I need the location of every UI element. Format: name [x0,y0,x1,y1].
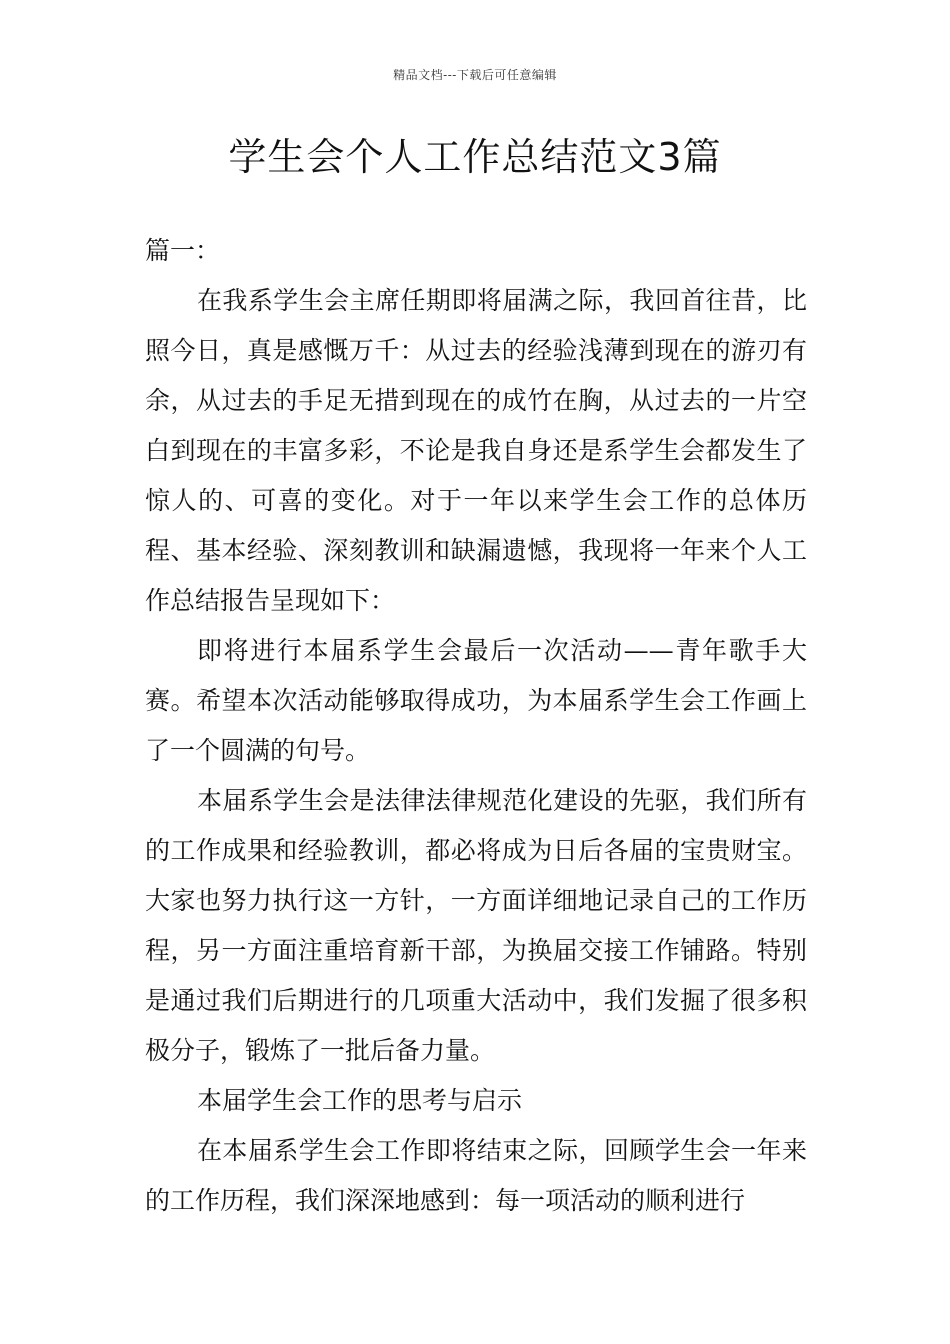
paragraph: 在本届系学生会工作即将结束之际，回顾学生会一年来的工作历程，我们深深地感到：每一项活动的顺利进行 [145,1136,807,1215]
subheading: 本届学生会工作的思考与启示 [197,1086,523,1115]
header-note: 精品文档---下载后可任意编辑 [393,68,557,82]
paragraph: 本届系学生会是法律法律规范化建设的先驱，我们所有的工作成果和经验教训，都必将成为日后各届的宝贵财宝。大家也努力执行这一方针，一方面详细地记录自己的工作历程，另一方面注重培育新干部，为换届交接工作铺路。特别是通过我们后期进行的几项重大活动中，我们发掘了很多积极分子，锻炼了一批后备力量。 [145,786,807,1065]
document-body [145,226,807,1226]
section-label: 篇一： [145,236,221,265]
paragraph: 即将进行本届系学生会最后一次活动——青年歌手大赛。希望本次活动能够取得成功，为本届系学生会工作画上了一个圆满的句号。 [145,636,807,765]
document-title: 学生会个人工作总结范文3篇 [228,135,722,179]
paragraph: 在我系学生会主席任期即将届满之际，我回首往昔，比照今日，真是感慨万千：从过去的经验浅薄到现在的游刃有余，从过去的手足无措到现在的成竹在胸，从过去的一片空白到现在的丰富多彩，不论是我自身还是系学生会都发生了惊人的、可喜的变化。对于一年以来学生会工作的总体历程、基本经验、深刻教训和缺漏遗憾，我现将一年来个人工作总结报告呈现如下： [145,286,807,615]
